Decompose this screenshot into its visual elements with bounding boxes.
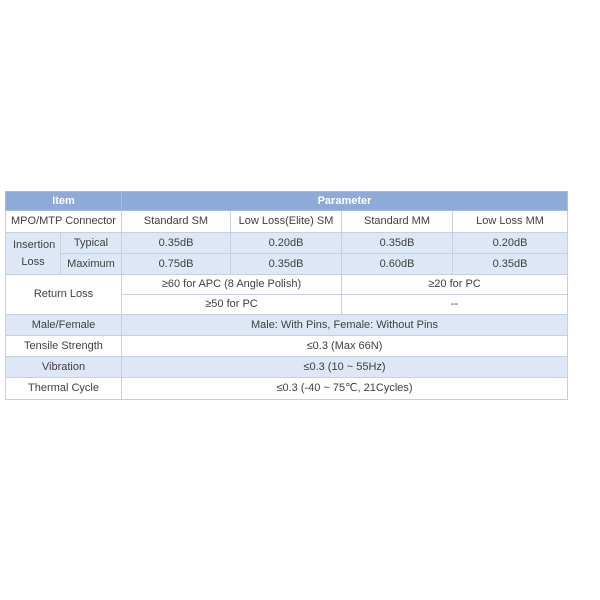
connector-type-low-loss-mm: Low Loss MM (453, 211, 568, 233)
thermal-cycle-value: ≤0.3 (-40 ~ 75℃, 21Cycles) (122, 378, 568, 400)
male-female-row (6, 315, 568, 336)
male-female-label: Male/Female (6, 315, 122, 336)
return-loss-mm: ≥20 for PC (342, 275, 568, 295)
insertion-loss-label-text: Insertion Loss (13, 238, 56, 268)
maximum-value-standard-sm: 0.75dB (122, 254, 231, 275)
return-loss-mm-pc: -- (342, 295, 568, 315)
return-loss-label: Return Loss (6, 275, 122, 315)
tensile-strength-label: Tensile Strength (6, 336, 122, 357)
typical-label: Typical (61, 233, 122, 254)
tensile-strength-row (6, 336, 568, 357)
connector-row (6, 211, 568, 233)
connector-type-low-loss-sm: Low Loss(Elite) SM (231, 211, 342, 233)
typical-value-low-loss-mm: 0.20dB (453, 233, 568, 254)
return-loss-row-1 (6, 275, 568, 295)
insertion-loss-maximum-row (6, 254, 568, 275)
maximum-value-low-loss-sm: 0.35dB (231, 254, 342, 275)
spec-table (5, 191, 568, 400)
tensile-strength-value: ≤0.3 (Max 66N) (122, 336, 568, 357)
insertion-loss-typical-row (6, 233, 568, 254)
maximum-value-standard-mm: 0.60dB (342, 254, 453, 275)
connector-type-standard-mm: Standard MM (342, 211, 453, 233)
thermal-cycle-row (6, 378, 568, 400)
return-loss-sm-apc: ≥60 for APC (8 Angle Polish) (122, 275, 342, 295)
connector-type-standard-sm: Standard SM (122, 211, 231, 233)
typical-value-standard-mm: 0.35dB (342, 233, 453, 254)
connector-label: MPO/MTP Connector (6, 211, 122, 233)
maximum-value-low-loss-mm: 0.35dB (453, 254, 568, 275)
vibration-label: Vibration (6, 357, 122, 378)
header-parameter: Parameter (122, 192, 568, 211)
insertion-loss-label (6, 233, 61, 275)
vibration-value: ≤0.3 (10 ~ 55Hz) (122, 357, 568, 378)
thermal-cycle-label: Thermal Cycle (6, 378, 122, 400)
male-female-value: Male: With Pins, Female: Without Pins (122, 315, 568, 336)
return-loss-sm-pc: ≥50 for PC (122, 295, 342, 315)
header-row (6, 192, 568, 211)
maximum-label: Maximum (61, 254, 122, 275)
typical-value-low-loss-sm: 0.20dB (231, 233, 342, 254)
typical-value-standard-sm: 0.35dB (122, 233, 231, 254)
vibration-row (6, 357, 568, 378)
header-item: Item (6, 192, 122, 211)
